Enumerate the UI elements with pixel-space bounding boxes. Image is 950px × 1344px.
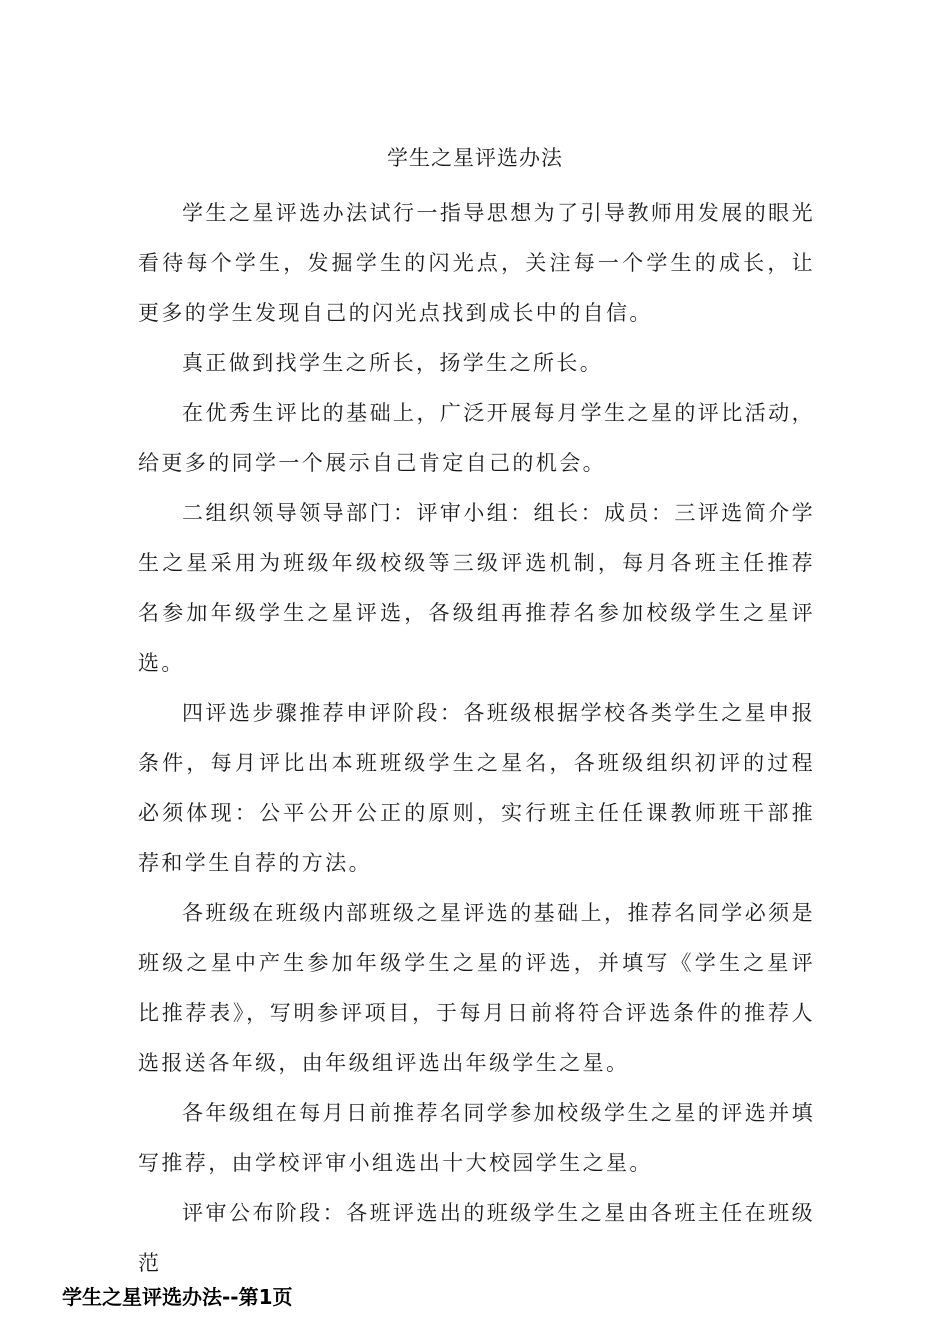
- paragraph: 二组织领导领导部门：评审小组：组长：成员：三评选简介学生之星采用为班级年级校级等三级评选机制，每月各班主任推荐名参加年级学生之星评选，各级组再推荐名参加校级学生之星评选。: [138, 501, 815, 675]
- document-body: [138, 188, 815, 1288]
- document-title: 学生之星评选办法: [387, 146, 563, 170]
- paragraph: 四评选步骤推荐申评阶段：各班级根据学校各类学生之星申报条件，每月评比出本班班级学生之星名，各班级组织初评的过程必须体现：公平公开公正的原则，实行班主任任课教师班干部推荐和学生自荐的方法。: [138, 701, 815, 875]
- paragraph: 评审公布阶段：各班评选出的班级学生之星由各班主任在班级范: [138, 1201, 815, 1275]
- paragraph: 在优秀生评比的基础上，广泛开展每月学生之星的评比活动，给更多的同学一个展示自己肯定自己的机会。: [138, 401, 815, 475]
- paragraph: 真正做到找学生之所长，扬学生之所长。: [182, 351, 604, 375]
- paragraph: 学生之星评选办法试行一指导思想为了引导教师用发展的眼光看待每个学生，发掘学生的闪光点，关注每一个学生的成长，让更多的学生发现自己的闪光点找到成长中的自信。: [138, 201, 815, 325]
- paragraph: 各年级组在每月日前推荐名同学参加校级学生之星的评选并填写推荐，由学校评审小组选出十大校园学生之星。: [138, 1101, 815, 1175]
- page-footer: 学生之星评选办法--第1页: [62, 1285, 293, 1309]
- paragraph: 各班级在班级内部班级之星评选的基础上，推荐名同学必须是班级之星中产生参加年级学生之星的评选，并填写《学生之星评比推荐表》，写明参评项目，于每月日前将符合评选条件的推荐人选报送各年级，由年级组评选出年级学生之星。: [138, 901, 815, 1075]
